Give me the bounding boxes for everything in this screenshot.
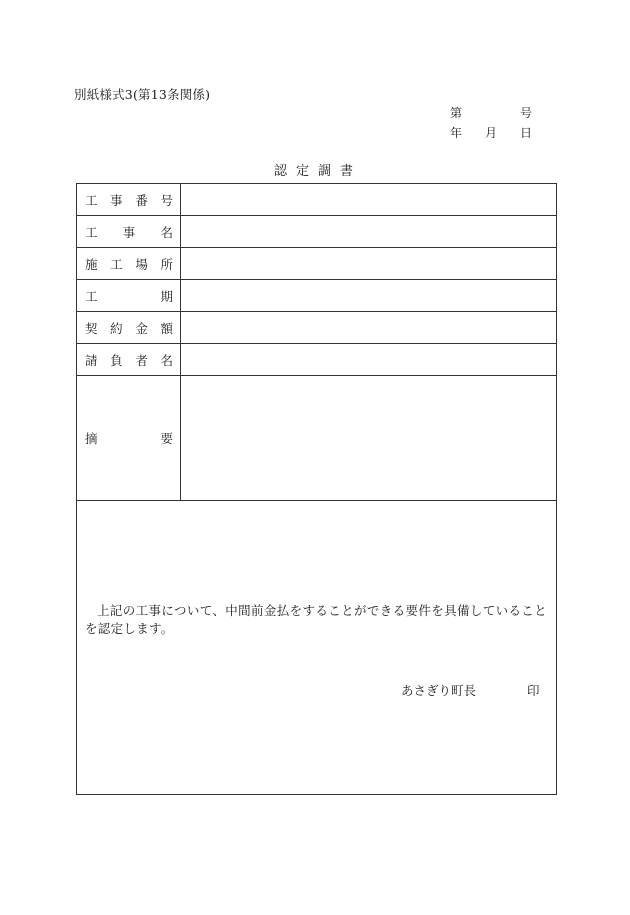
number-suffix: 号	[519, 106, 532, 120]
certification-form-table	[76, 183, 557, 795]
row-label-cell	[77, 248, 181, 279]
row-construction-name	[77, 216, 556, 248]
row-label: 施 工 場 所	[85, 256, 173, 272]
row-construction-number	[77, 184, 556, 216]
row-construction-period	[77, 280, 556, 312]
document-number-line	[450, 104, 532, 121]
construction-site-field[interactable]	[181, 248, 556, 279]
row-label-cell	[77, 312, 181, 343]
number-prefix: 第	[450, 106, 463, 120]
row-label-cell	[77, 280, 181, 311]
row-label-cell	[77, 344, 181, 375]
certification-statement: 上記の工事について、中間前金払をすることができる要件を具備していることを認定します。	[85, 603, 547, 636]
row-label: 契 約 金 額	[85, 320, 173, 336]
row-label-cell	[77, 184, 181, 215]
row-summary	[77, 376, 556, 501]
construction-number-field[interactable]	[181, 184, 556, 215]
row-construction-site	[77, 248, 556, 280]
date-line	[450, 124, 532, 141]
row-label: 請 負 者 名	[85, 352, 173, 368]
row-label: 工 事 名	[85, 224, 173, 240]
contract-amount-field[interactable]	[181, 312, 556, 343]
row-contract-amount	[77, 312, 556, 344]
form-number-header: 別紙様式3(第13条関係)	[74, 87, 211, 102]
date-day: 日	[519, 126, 532, 140]
contractor-name-field[interactable]	[181, 344, 556, 375]
document-title: 認定調書	[273, 164, 362, 179]
construction-period-field[interactable]	[181, 280, 556, 311]
summary-field[interactable]	[181, 376, 556, 500]
date-month: 月	[484, 126, 497, 140]
seal-mark: 印	[527, 683, 540, 698]
row-label-cell	[77, 216, 181, 247]
row-label-cell	[77, 376, 181, 500]
date-year: 年	[450, 126, 463, 140]
row-label: 摘 要	[85, 431, 173, 446]
row-label: 工 期	[85, 288, 173, 304]
construction-name-field[interactable]	[181, 216, 556, 247]
row-contractor-name	[77, 344, 556, 376]
signer-name: あさぎり町長	[401, 683, 477, 698]
row-label: 工 事 番 号	[85, 192, 173, 208]
